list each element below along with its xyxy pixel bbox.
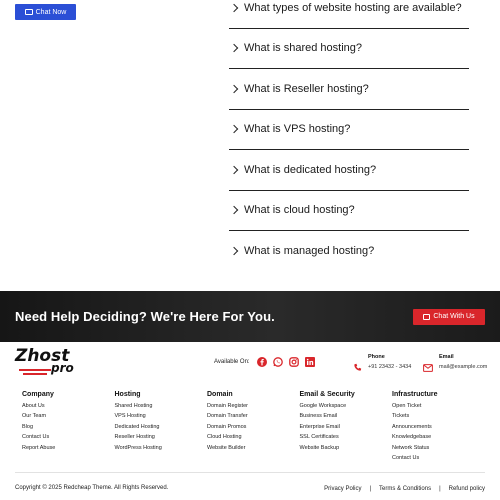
faq-item[interactable] — [229, 191, 469, 232]
chevron-right-icon — [230, 247, 238, 255]
footer-link[interactable]: Website Builder — [207, 444, 246, 451]
footer-link[interactable]: Domain Promos — [207, 423, 247, 430]
terms-conditions-link[interactable]: Terms & Conditions — [379, 486, 432, 492]
footer-link[interactable]: Shared Hosting — [114, 403, 153, 409]
column-title: Email & Security — [299, 391, 355, 398]
chat-with-us-label: Chat With Us — [433, 313, 475, 320]
footer-brand-row — [15, 346, 488, 380]
copyright-text: Copyright © 2025 Redcheap Theme. All Rights Reserved. — [15, 485, 169, 491]
faq-item[interactable] — [229, 110, 469, 151]
faq-item[interactable] — [229, 150, 469, 191]
mail-icon — [423, 359, 433, 377]
footer-link[interactable]: Our Team — [22, 413, 47, 420]
chevron-right-icon — [230, 125, 238, 133]
logo-swoosh — [19, 369, 51, 371]
chevron-right-icon — [230, 85, 238, 93]
linkedin-icon[interactable] — [305, 357, 315, 367]
chat-now-button[interactable] — [15, 4, 76, 20]
footer-link[interactable]: Report Abuse — [22, 444, 56, 451]
logo-swoosh — [23, 373, 47, 375]
faq-question: What is Reseller hosting? — [244, 82, 369, 95]
footer-link[interactable]: Business Email — [299, 413, 338, 420]
cta-title: Need Help Deciding? We're Here For You. — [15, 309, 275, 324]
footer-column-company — [22, 391, 115, 465]
privacy-policy-link[interactable]: Privacy Policy — [324, 486, 362, 492]
footer-link[interactable]: Network Status — [392, 444, 430, 451]
footer-link[interactable]: Reseller Hosting — [114, 434, 155, 441]
refund-policy-link[interactable]: Refund policy — [448, 486, 485, 492]
logo-sub-text: pro — [51, 361, 74, 375]
column-title: Infrastructure — [392, 391, 438, 398]
help-cta-banner — [0, 291, 500, 342]
column-title: Company — [22, 391, 54, 398]
phone-icon — [353, 359, 362, 377]
legal-separator: | — [369, 486, 372, 492]
logo[interactable] — [15, 348, 75, 378]
chevron-right-icon — [230, 166, 238, 174]
instagram-icon[interactable] — [289, 357, 299, 367]
footer-link[interactable]: Contact Us — [392, 454, 420, 461]
footer-column-domain — [207, 391, 300, 465]
faq-list — [229, 0, 469, 272]
available-label: Available On: — [214, 359, 250, 365]
faq-item[interactable] — [229, 231, 469, 272]
faq-question: What is VPS hosting? — [244, 123, 351, 136]
footer-divider — [15, 472, 485, 473]
chevron-right-icon — [230, 206, 238, 214]
chat-now-label: Chat Now — [35, 8, 67, 16]
phone-label: Phone — [368, 354, 385, 360]
footer-link[interactable]: Domain Register — [207, 403, 248, 409]
column-title: Hosting — [114, 391, 141, 398]
chevron-right-icon — [230, 44, 238, 52]
footer-link[interactable]: About Us — [22, 403, 45, 409]
whatsapp-icon[interactable] — [273, 357, 283, 367]
footer-link[interactable]: Website Backup — [299, 444, 340, 451]
faq-question: What is cloud hosting? — [244, 204, 355, 217]
email-value[interactable]: mail@example.com — [439, 364, 488, 370]
footer-link[interactable]: Domain Transfer — [207, 413, 248, 420]
faq-question: What types of website hosting are available? — [244, 1, 462, 14]
logo-main-text: Zhost — [15, 346, 70, 366]
footer-column-hosting — [115, 391, 208, 465]
faq-item[interactable] — [229, 29, 469, 70]
footer-link[interactable]: Enterprise Email — [299, 423, 340, 430]
email-label: Email — [439, 354, 454, 360]
footer-link[interactable]: Dedicated Hosting — [114, 423, 160, 430]
footer-link[interactable]: Tickets — [392, 413, 410, 420]
faq-question: What is managed hosting? — [244, 245, 375, 258]
footer-link[interactable]: VPS Hosting — [114, 413, 146, 420]
footer-link[interactable]: SSL Certificates — [299, 434, 339, 441]
footer-link[interactable]: WordPress Hosting — [114, 444, 162, 451]
footer-column-infrastructure — [392, 391, 485, 465]
footer-link[interactable]: Blog — [22, 423, 34, 430]
footer-column-email-security — [300, 391, 393, 465]
available-on — [214, 357, 315, 367]
footer-link-columns — [22, 391, 492, 465]
chat-icon — [25, 9, 33, 15]
chat-icon — [423, 314, 430, 320]
footer-link[interactable]: Cloud Hosting — [207, 434, 242, 441]
footer-link[interactable]: Open Ticket — [392, 403, 422, 409]
column-title: Domain — [207, 391, 233, 398]
footer-link[interactable]: Contact Us — [22, 434, 50, 441]
faq-question: What is shared hosting? — [244, 42, 363, 55]
footer-link[interactable]: Google Workspace — [299, 403, 347, 409]
email-contact — [423, 354, 487, 377]
footer-link[interactable]: Knowledgebase — [392, 434, 432, 441]
facebook-icon[interactable] — [257, 357, 267, 367]
chevron-right-icon — [230, 4, 238, 12]
chat-with-us-button[interactable] — [413, 309, 485, 325]
phone-contact — [353, 354, 411, 377]
faq-item[interactable] — [229, 0, 469, 29]
faq-item[interactable] — [229, 69, 469, 110]
legal-separator: | — [439, 486, 441, 492]
phone-value[interactable]: +91 23432 - 3434 — [368, 364, 412, 370]
faq-question: What is dedicated hosting? — [244, 163, 377, 176]
legal-links — [324, 486, 485, 492]
footer-link[interactable]: Announcements — [392, 423, 432, 430]
